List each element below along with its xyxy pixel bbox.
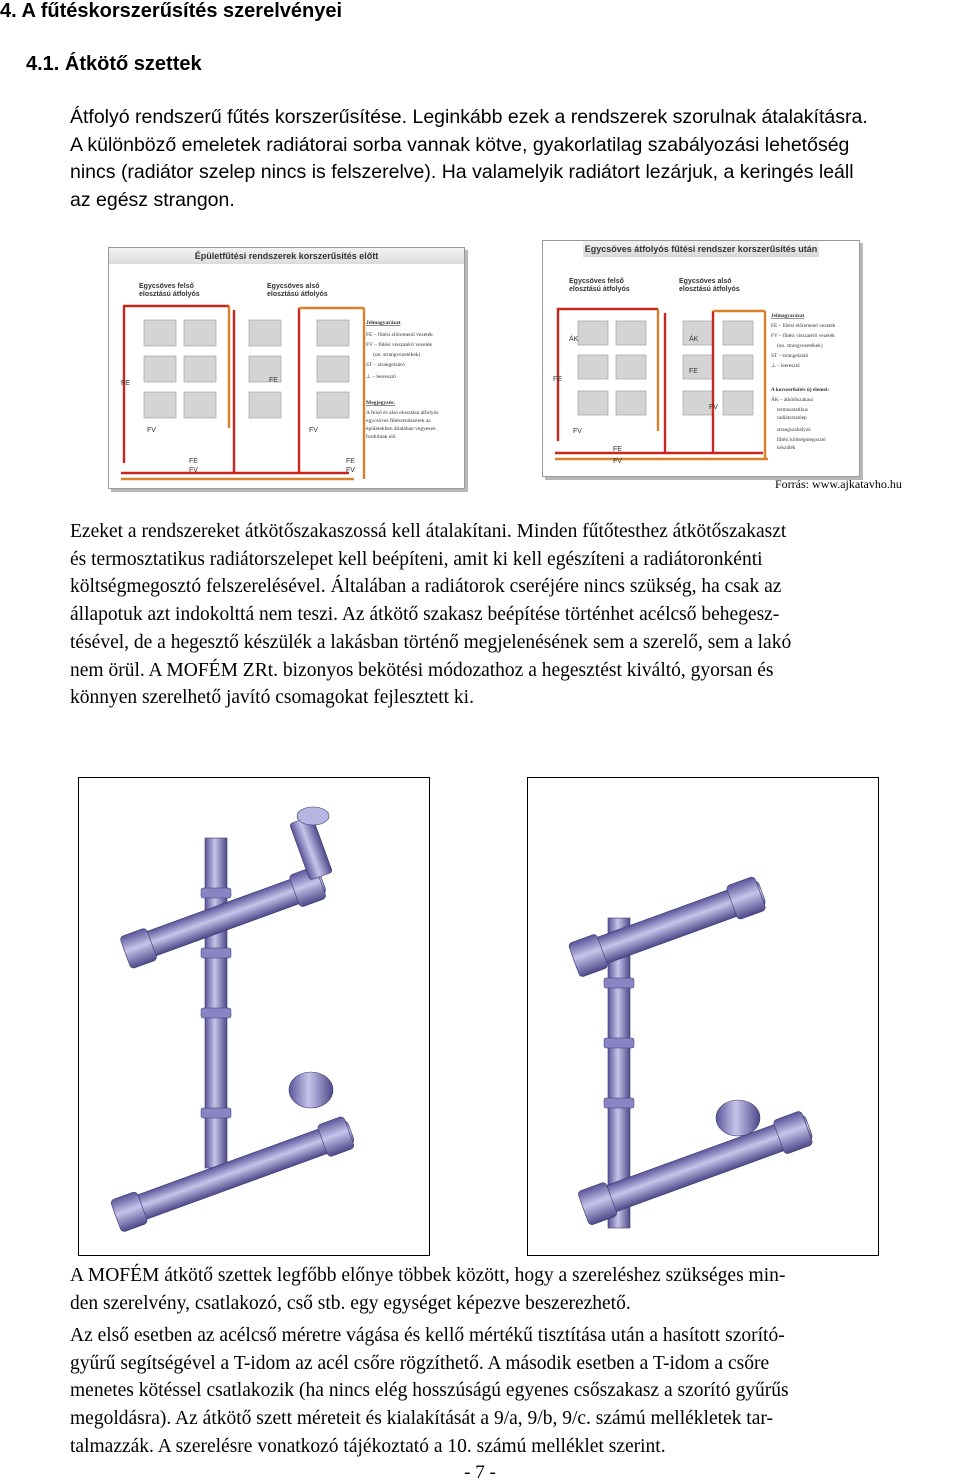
image-source: Forrás: www.ajkatavho.hu: [775, 477, 902, 491]
svg-text:⊥ – leeresztő: ⊥ – leeresztő: [771, 363, 800, 369]
text-line: gyűrű segítségével a T-idom az acél csőre rögzíthető. A második esetben a T-idom a csőre: [70, 1352, 770, 1374]
paragraph-advantage: [70, 1262, 960, 1317]
svg-text:FE: FE: [269, 377, 278, 384]
svg-text:Egycsöves felső: Egycsöves felső: [569, 278, 624, 285]
svg-text:FV: FV: [309, 427, 318, 434]
text-line: és termosztatikus radiátorszelepet kell beépíteni, amit ki kell egészíteni a radiátoronkénti: [70, 548, 763, 570]
diagram-after-drawing: [543, 241, 859, 476]
text-line: megoldásra). Az átkötő szett méreteit és kialakítását a 9/a, 9/b, 9/c. számú mellékletek tar-: [70, 1408, 773, 1430]
bypass-set-photo-2: [527, 777, 879, 1256]
svg-text:fűtési költségmegosztó: fűtési költségmegosztó: [777, 437, 826, 443]
svg-text:ÁK – átkötőszakasz: ÁK – átkötőszakasz: [771, 397, 814, 403]
intro-line: A különböző emeletek radiátorai sorba vannak kötve, gyakorlatilag szabályozási lehetőség: [70, 133, 850, 156]
diagram-before-drawing: [109, 248, 464, 488]
text-line: tésével, de a hegesztő készülék a lakásban történő megjelenésének sem a szerelő, sem a lakó: [70, 631, 792, 653]
svg-text:⊥ – leeresztő: ⊥ – leeresztő: [366, 374, 396, 380]
diagram-before: [108, 247, 465, 489]
bypass-set-illustration-1: [79, 778, 429, 1255]
svg-text:egycsöves fűtésrendszerek az: egycsöves fűtésrendszerek az: [366, 418, 431, 424]
svg-text:FE: FE: [346, 458, 355, 465]
svg-text:A felső és alsó elosztású átfo: A felső és alsó elosztású átfolyós: [366, 410, 439, 416]
subsection-heading: 4.1. Átkötő szettek: [26, 53, 202, 75]
svg-text:FE – fűtési előremenő vezeték: FE – fűtési előremenő vezeték: [366, 332, 433, 338]
svg-text:termosztatikus: termosztatikus: [777, 407, 808, 413]
bypass-set-illustration-2: [528, 778, 878, 1255]
svg-text:épületekben általában vegyesen: épületekben általában vegyesen: [366, 426, 436, 432]
svg-text:FV – fűtési visszatérő vezeték: FV – fűtési visszatérő vezeték: [366, 342, 433, 348]
text-line: állapotuk azt indokolttá nem teszi. Az átkötő szakasz beépítése történhet acélcső behegesz-: [70, 604, 780, 626]
text-line: menetes kötéssel csatlakozik (ha nincs elég hosszúságú egyenes csőszakasz a szorító gyűrűs: [70, 1380, 789, 1402]
svg-text:elosztású átfolyós: elosztású átfolyós: [139, 291, 200, 298]
page-number: - 7 -: [464, 1462, 496, 1483]
svg-text:FE: FE: [189, 458, 198, 465]
diagram-before-label-a: Egycsöves felső: [139, 283, 194, 290]
svg-text:FV: FV: [346, 467, 355, 474]
svg-text:FE: FE: [689, 368, 698, 375]
svg-text:ÁK: ÁK: [689, 336, 699, 343]
svg-text:Egycsöves alsó: Egycsöves alsó: [679, 278, 732, 285]
svg-text:készülék: készülék: [777, 445, 796, 451]
svg-text:FV: FV: [613, 458, 622, 465]
bypass-set-photo-1: [78, 777, 430, 1256]
svg-text:ST – strangelzáró: ST – strangelzáró: [771, 353, 809, 359]
svg-text:FV: FV: [709, 404, 718, 411]
text-line: Az első esetben az acélcső méretre vágása és kellő mértékű tisztítása után a hasított szorító-: [70, 1325, 785, 1346]
intro-line: nincs (radiátor szelep nincs is felszerelve). Ha valamelyik radiátort lezárjuk, a keringés leáll: [70, 161, 854, 183]
svg-text:strangszabályzó: strangszabályzó: [777, 427, 811, 433]
svg-text:fordulnak elő: fordulnak elő: [366, 434, 396, 440]
svg-text:FE: FE: [613, 446, 622, 453]
svg-text:FV: FV: [147, 427, 156, 434]
svg-text:A korszerűsítés új elemei:: A korszerűsítés új elemei:: [771, 387, 830, 393]
svg-text:radiátorszelep: radiátorszelep: [777, 415, 807, 421]
paragraph-installation: [70, 1322, 960, 1461]
diagram-after-title: Egycsöves átfolyós fűtési rendszer korszerűsítés után: [583, 241, 819, 257]
text-line: költségmegosztó felszerelésével. Általában a radiátorok cseréjére nincs szükség, ha csak az: [70, 576, 782, 598]
text-line: nem örül. A MOFÉM ZRt. bizonyos bekötési módozathoz a hegesztést kiváltó, gyorsan és: [70, 659, 774, 681]
diagram-before-label-b: Egycsöves alsó: [267, 283, 320, 290]
svg-text:FV: FV: [573, 428, 582, 435]
svg-text:Jelmagyarázat: Jelmagyarázat: [366, 320, 401, 326]
diagram-after: [542, 240, 860, 477]
svg-text:elosztású átfolyós: elosztású átfolyós: [267, 291, 328, 298]
diagram-before-title: Épületfűtési rendszerek korszerűsítés előtt: [109, 248, 464, 264]
svg-text:FE – fűtési előremenő vezeték: FE – fűtési előremenő vezeték: [771, 323, 836, 329]
text-line: Ezeket a rendszereket átkötőszakaszossá kell átalakítani. Minden fűtőtesthez átkötőszakaszt: [70, 521, 787, 542]
diagram-before-tag: FE: [121, 380, 130, 387]
svg-text:ST – strangelzáró: ST – strangelzáró: [366, 362, 405, 368]
svg-text:elosztású átfolyós: elosztású átfolyós: [679, 286, 740, 293]
paragraph-conversion: [70, 518, 960, 712]
svg-text:FE: FE: [553, 376, 562, 383]
svg-text:Jelmagyarázat: Jelmagyarázat: [771, 313, 805, 319]
svg-text:(un. strangvezetékek): (un. strangvezetékek): [777, 343, 823, 349]
svg-text:FV – fűtési visszatérő vezeték: FV – fűtési visszatérő vezeték: [771, 333, 835, 339]
svg-text:elosztású átfolyós: elosztású átfolyós: [569, 286, 630, 293]
text-line: den szerelvény, csatlakozó, cső stb. egy egységet képezve beszerezhető.: [70, 1292, 631, 1314]
svg-text:ÁK: ÁK: [569, 336, 579, 343]
text-line: könnyen szerelhető javító csomagokat fejlesztett ki.: [70, 687, 474, 709]
svg-text:FV: FV: [189, 467, 198, 474]
svg-text:(un. strangvezetékek): (un. strangvezetékek): [373, 352, 421, 358]
intro-line: az egész strangon.: [70, 188, 235, 211]
intro-paragraph: [70, 104, 960, 214]
intro-line: Átfolyó rendszerű fűtés korszerűsítése. Leginkább ezek a rendszerek szorulnak átalakításra.: [70, 106, 868, 128]
section-heading: 4. A fűtéskorszerűsítés szerelvényei: [0, 0, 343, 22]
text-line: talmazzák. A szerelésre vonatkozó tájékoztató a 10. számú melléklet szerint.: [70, 1435, 666, 1457]
text-line: A MOFÉM átkötő szettek legfőbb előnye többek között, hogy a szereléshez szükséges min-: [70, 1265, 786, 1286]
svg-text:Megjegyzés:: Megjegyzés:: [366, 400, 396, 406]
